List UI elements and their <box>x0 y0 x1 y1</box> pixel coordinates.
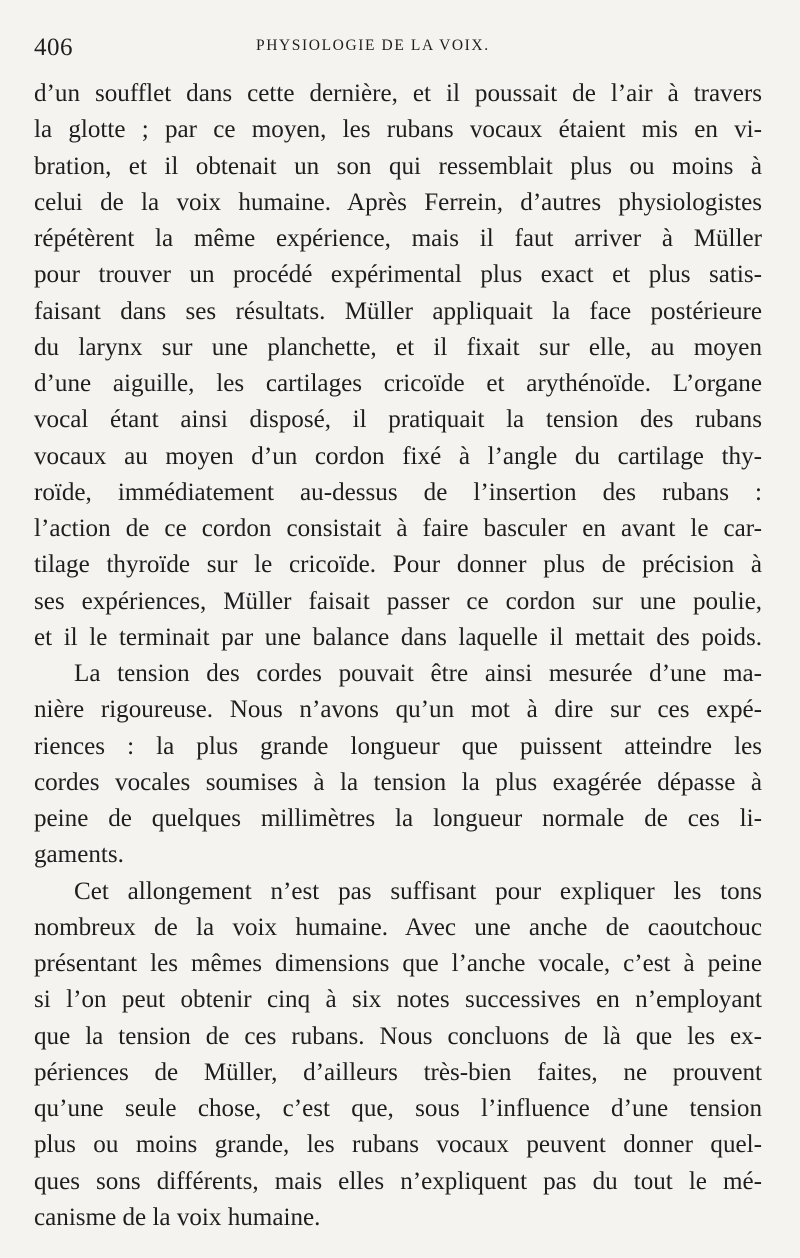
running-head <box>34 34 762 78</box>
text-line: présentant les mêmes dimensions que l’anche vocale, c’est à peine <box>34 950 762 977</box>
running-title: PHYSIOLOGIE DE LA VOIX. <box>256 37 490 54</box>
text-line: riences : la plus grande longueur que puissent atteindre les <box>34 732 762 760</box>
text-line: du larynx sur une planchette, et il fixait sur elle, au moyen <box>34 333 762 361</box>
text-line: bration, et il obtenait un son qui ressemblait plus ou moins à <box>34 152 762 180</box>
text-line: vocaux au moyen d’un cordon fixé à l’angle du cartilage thy- <box>34 442 762 470</box>
text-line: que la tension de ces rubans. Nous concluons de là que les ex- <box>34 1022 762 1050</box>
text-line: et il le terminait par une balance dans laquelle il mettait des poids. <box>34 623 762 651</box>
text-line: répétèrent la même expérience, mais il faut arriver à Müller <box>34 225 762 252</box>
text-line: tilage thyroïde sur le cricoïde. Pour donner plus de précision à <box>34 551 762 579</box>
paragraph-2 <box>34 656 762 874</box>
text-line: cordes vocales soumises à la tension la plus exagérée dépasse à <box>34 768 762 796</box>
text-line: périences de Müller, d’ailleurs très-bien faites, ne prouvent <box>34 1058 762 1086</box>
paragraph-1 <box>34 76 762 656</box>
text-line: pour trouver un procédé expérimental plus exact et plus satis- <box>34 261 762 289</box>
text-line: vocal étant ainsi disposé, il pratiquait la tension des rubans <box>34 406 762 434</box>
text-line: celui de la voix humaine. Après Ferrein, d’autres physiologistes <box>34 188 762 216</box>
text-line: si l’on peut obtenir cinq à six notes successives en n’employant <box>34 986 762 1014</box>
text-line: qu’une seule chose, c’est que, sous l’influence d’une tension <box>34 1095 762 1122</box>
text-line: gaments. <box>34 841 124 869</box>
page-number: 406 <box>34 34 73 61</box>
body-text <box>34 76 762 1236</box>
text-line: nière rigoureuse. Nous n’avons qu’un mot à dire sur ces expé- <box>34 696 762 724</box>
text-line: Cet allongement n’est pas suffisant pour expliquer les tons <box>74 877 762 905</box>
text-line: d’un soufflet dans cette dernière, et il poussait de l’air à travers <box>34 80 762 107</box>
paragraph-3 <box>34 874 762 1237</box>
text-line: d’une aiguille, les cartilages cricoïde et arythénoïde. L’organe <box>34 370 762 397</box>
text-line: canisme de la voix humaine. <box>34 1203 321 1231</box>
text-line: ques sons différents, mais elles n’expliquent pas du tout le mé- <box>34 1167 762 1195</box>
text-line: roïde, immédiatement au-dessus de l’insertion des rubans : <box>34 478 762 506</box>
text-line: nombreux de la voix humaine. Avec une anche de caoutchouc <box>34 913 762 941</box>
text-line: ses expériences, Müller faisait passer ce cordon sur une poulie, <box>34 587 762 615</box>
text-line: plus ou moins grande, les rubans vocaux peuvent donner quel- <box>34 1131 762 1159</box>
text-line: La tension des cordes pouvait être ainsi mesurée d’une ma- <box>74 660 762 687</box>
text-line: faisant dans ses résultats. Müller appliquait la face postérieure <box>34 297 762 325</box>
text-line: peine de quelques millimètres la longueur normale de ces li- <box>34 805 762 832</box>
text-line: l’action de ce cordon consistait à faire basculer en avant le car- <box>34 515 762 542</box>
text-line: la glotte ; par ce moyen, les rubans vocaux étaient mis en vi- <box>34 116 762 144</box>
